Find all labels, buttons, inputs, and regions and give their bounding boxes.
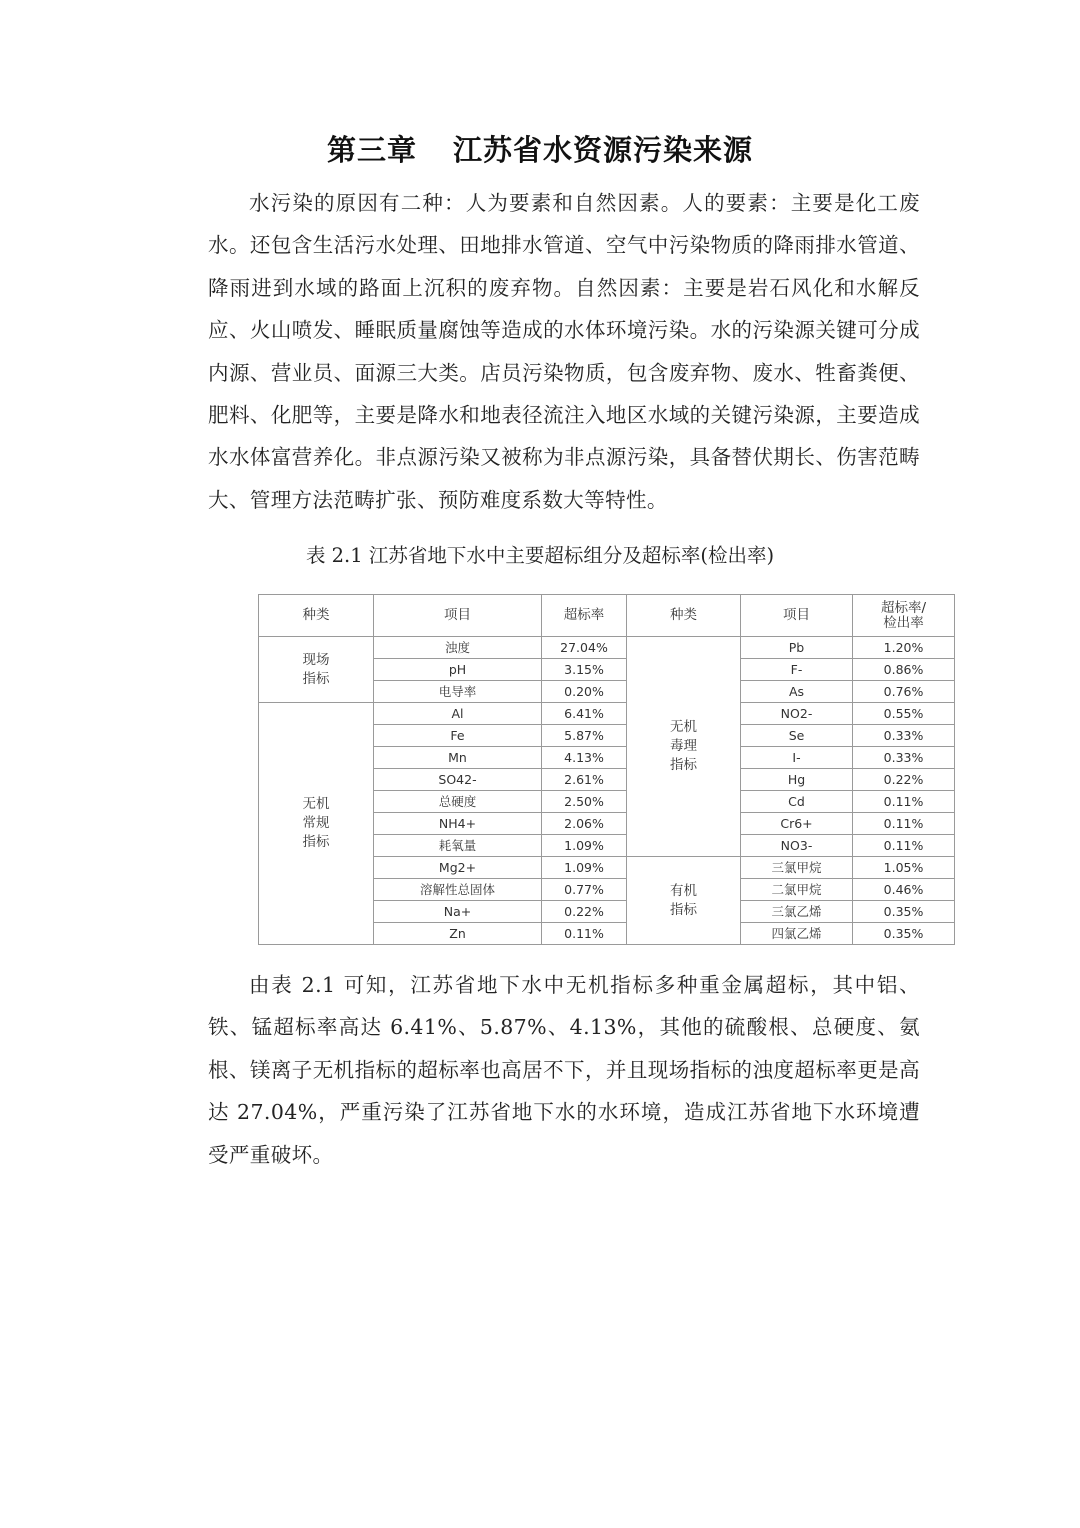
rate-cell: 1.20%	[853, 637, 955, 659]
rate-cell: 1.09%	[542, 835, 627, 857]
rate-cell: 0.22%	[542, 901, 627, 923]
item-cell: 耗氧量	[374, 835, 542, 857]
item-cell: Mg2+	[374, 857, 542, 879]
rate-cell: 4.13%	[542, 747, 627, 769]
group-label-line: 毒理	[670, 738, 697, 754]
table-row	[259, 637, 955, 659]
item-cell: 四氯乙烯	[741, 923, 853, 945]
group-label-line: 指标	[670, 901, 697, 918]
item-cell: 浊度	[374, 637, 542, 659]
table-row	[259, 703, 955, 725]
group-label-inorganic-general	[259, 703, 374, 945]
group-label-line: 指标	[302, 670, 330, 687]
rate-cell: 0.76%	[853, 681, 955, 703]
group-label-line: 现场	[302, 651, 330, 668]
item-cell: pH	[374, 659, 542, 681]
rate-cell: 0.11%	[853, 813, 955, 835]
exceedance-table	[258, 594, 955, 945]
item-cell: 三氯乙烯	[741, 901, 853, 923]
chapter-heading	[0, 128, 1080, 169]
item-cell: 溶解性总固体	[374, 879, 542, 901]
rate-cell: 5.87%	[542, 725, 627, 747]
group-label-line: 指标	[302, 834, 330, 850]
item-cell: Zn	[374, 923, 542, 945]
rate-cell: 6.41%	[542, 703, 627, 725]
item-cell: Al	[374, 703, 542, 725]
analysis-paragraph: 由表 2.1 可知，江苏省地下水中无机指标多种重金属超标，其中铝、铁、锰超标率高达 6.41%、5.87%、4.13%，其他的硫酸根、总硬度、氨根、镁离子无机指标的超标率也高居不下，并且现场指标的浊度超标率更是高达 27.04%，严重污染了江苏省地下水的水环境，造成江苏省地下水环境遭受严重破坏。	[208, 973, 920, 1167]
group-label-line: 指标	[670, 757, 697, 773]
rate-cell: 3.15%	[542, 659, 627, 681]
header-right-rate-line2: 检出率	[883, 614, 924, 631]
item-cell: 电导率	[374, 681, 542, 703]
rate-cell: 0.20%	[542, 681, 627, 703]
rate-cell: 1.05%	[853, 857, 955, 879]
table-header-row	[259, 595, 955, 637]
item-cell: 二氯甲烷	[741, 879, 853, 901]
group-label-line: 有机	[670, 882, 697, 899]
rate-cell: 0.35%	[853, 901, 955, 923]
item-cell: 总硬度	[374, 791, 542, 813]
item-cell: Fe	[374, 725, 542, 747]
group-label-line: 无机	[670, 719, 697, 735]
item-cell: F-	[741, 659, 853, 681]
rate-cell: 2.61%	[542, 769, 627, 791]
intro-paragraph: 水污染的原因有二种：人为要素和自然因素。人的要素：主要是化工废水。还包含生活污水处理、田地排水管道、空气中污染物质的降雨排水管道、降雨进到水域的路面上沉积的废弃物。自然因素：主要是岩石风化和水解反应、火山喷发、睡眠质量腐蚀等造成的水体环境污染。水的污染源关键可分成内源、营业员、面源三大类。店员污染物质，包含废弃物、废水、牲畜粪便、肥料、化肥等，主要是降水和地表径流注入地区水域的关键污染源，主要造成水水体富营养化。非点源污染又被称为非点源污染，具备替伏期长、伤害范畴大、管理方法范畴扩张、预防难度系数大等特性。	[208, 191, 920, 512]
chapter-number: 第三章	[326, 133, 417, 167]
rate-cell: 2.50%	[542, 791, 627, 813]
header-right-item: 项目	[741, 595, 853, 637]
rate-cell: 0.77%	[542, 879, 627, 901]
rate-cell: 0.33%	[853, 725, 955, 747]
rate-cell: 0.46%	[853, 879, 955, 901]
item-cell: NH4+	[374, 813, 542, 835]
group-label-field	[259, 637, 374, 703]
item-cell: NO2-	[741, 703, 853, 725]
item-cell: Cr6+	[741, 813, 853, 835]
group-label-inorganic-toxic	[627, 637, 741, 857]
item-cell: SO42-	[374, 769, 542, 791]
rate-cell: 0.11%	[853, 835, 955, 857]
item-cell: Mn	[374, 747, 542, 769]
item-cell: Pb	[741, 637, 853, 659]
item-cell: 三氯甲烷	[741, 857, 853, 879]
rate-cell: 0.55%	[853, 703, 955, 725]
item-cell: Cd	[741, 791, 853, 813]
group-label-organic	[627, 857, 741, 945]
header-right-rate-line1: 超标率/	[880, 599, 927, 616]
group-label-line: 无机	[302, 796, 330, 812]
group-label-line: 常规	[302, 815, 330, 831]
rate-cell: 27.04%	[542, 637, 627, 659]
header-right-rate	[853, 595, 955, 637]
rate-cell: 2.06%	[542, 813, 627, 835]
rate-cell: 0.86%	[853, 659, 955, 681]
rate-cell: 0.11%	[542, 923, 627, 945]
item-cell: Na+	[374, 901, 542, 923]
rate-cell: 0.35%	[853, 923, 955, 945]
rate-cell: 1.09%	[542, 857, 627, 879]
item-cell: NO3-	[741, 835, 853, 857]
header-left-category: 种类	[259, 595, 374, 637]
header-left-rate: 超标率	[542, 595, 627, 637]
table-body	[259, 637, 955, 945]
table-caption: 表 2.1 江苏省地下水中主要超标组分及超标率(检出率)	[305, 544, 775, 567]
header-left-item: 项目	[374, 595, 542, 637]
item-cell: Hg	[741, 769, 853, 791]
item-cell: I-	[741, 747, 853, 769]
item-cell: Se	[741, 725, 853, 747]
header-right-category: 种类	[627, 595, 741, 637]
chapter-title: 江苏省水资源污染来源	[453, 133, 754, 167]
item-cell: As	[741, 681, 853, 703]
rate-cell: 0.11%	[853, 791, 955, 813]
rate-cell: 0.22%	[853, 769, 955, 791]
rate-cell: 0.33%	[853, 747, 955, 769]
